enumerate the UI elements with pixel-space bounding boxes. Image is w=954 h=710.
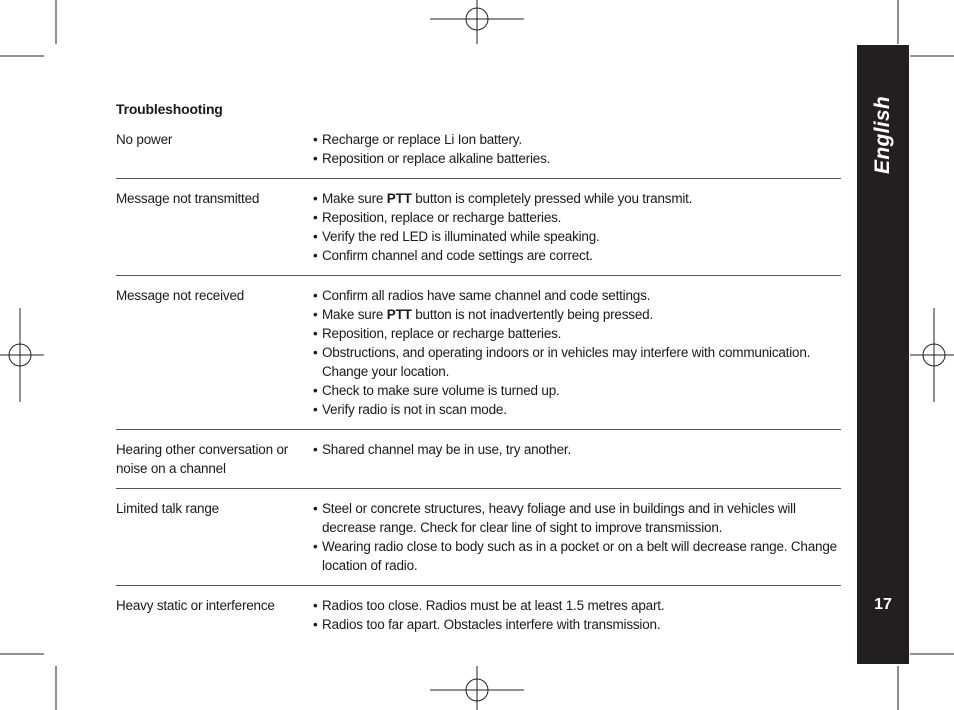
page-number: 17 — [874, 596, 892, 613]
problem-label: No power — [116, 132, 173, 147]
remedy-text: Obstructions, and operating indoors or in vehicles may interfere with communication. Change your location. — [322, 345, 811, 379]
remedy-item — [313, 189, 841, 208]
remedy-text-continued: button is completely pressed while you transmit. — [411, 191, 693, 206]
problem-label: Hearing other conversation or noise on a channel — [116, 442, 289, 476]
remedy-list — [313, 499, 841, 575]
table-row — [116, 286, 841, 430]
remedy-item — [313, 400, 841, 419]
remedy-item — [313, 615, 841, 634]
remedy-list — [313, 440, 841, 478]
remedy-list — [313, 130, 841, 168]
language-tab-label-wrap — [857, 45, 909, 225]
remedy-list — [313, 189, 841, 265]
table-row — [116, 440, 841, 489]
remedy-text: Make sure — [322, 307, 387, 322]
table-row — [116, 189, 841, 276]
remedy-text: Verify radio is not in scan mode. — [322, 402, 507, 417]
remedy-item — [313, 130, 841, 149]
remedy-text: Reposition or replace alkaline batteries. — [322, 151, 551, 166]
remedy-item — [313, 149, 841, 168]
problem-label: Heavy static or interference — [116, 598, 275, 613]
remedy-item — [313, 208, 841, 227]
remedy-bold-term: PTT — [386, 191, 412, 206]
problem-label: Message not received — [116, 288, 245, 303]
remedy-text: Make sure — [322, 191, 387, 206]
remedy-item — [313, 227, 841, 246]
remedy-text: Verify the red LED is illuminated while speaking. — [322, 229, 600, 244]
remedy-text: Check to make sure volume is turned up. — [322, 383, 560, 398]
remedy-text-continued: button is not inadvertently being pressed. — [411, 307, 653, 322]
language-label: English — [871, 96, 895, 174]
remedy-list — [313, 596, 841, 634]
remedy-text: Recharge or replace Li Ion battery. — [322, 132, 522, 147]
troubleshooting-table — [116, 130, 841, 654]
remedy-item — [313, 286, 841, 305]
remedy-bold-term: PTT — [386, 307, 412, 322]
remedy-text: Wearing radio close to body such as in a pocket or on a belt will decrease range. Change location of radio. — [322, 539, 837, 573]
remedy-text: Confirm all radios have same channel and code settings. — [322, 288, 651, 303]
registration-mark-right — [910, 308, 954, 402]
remedy-list — [313, 286, 841, 419]
remedy-text: Reposition, replace or recharge batteries. — [322, 210, 562, 225]
remedy-text: Radios too far apart. Obstacles interfere with transmission. — [322, 617, 661, 632]
registration-mark-bottom — [430, 666, 524, 710]
section-heading: Troubleshooting — [116, 101, 223, 117]
registration-mark-left — [0, 308, 44, 402]
remedy-item — [313, 440, 841, 459]
problem-label: Message not transmitted — [116, 191, 260, 206]
remedy-item — [313, 537, 841, 575]
table-row — [116, 130, 841, 179]
remedy-text: Shared channel may be in use, try another. — [322, 442, 572, 457]
remedy-item — [313, 324, 841, 343]
registration-mark-top — [430, 0, 524, 44]
remedy-text: Reposition, replace or recharge batteries. — [322, 326, 562, 341]
remedy-item — [313, 596, 841, 615]
table-row — [116, 499, 841, 586]
table-row — [116, 596, 841, 644]
remedy-text: Radios too close. Radios must be at least 1.5 metres apart. — [322, 598, 665, 613]
remedy-item — [313, 499, 841, 537]
remedy-item — [313, 343, 841, 381]
remedy-item — [313, 381, 841, 400]
problem-label: Limited talk range — [116, 501, 219, 516]
remedy-item — [313, 246, 841, 265]
remedy-text: Steel or concrete structures, heavy foliage and use in buildings and in vehicles will decrease range. Check for clear line of sight to improve transmission. — [322, 501, 796, 535]
remedy-item — [313, 305, 841, 324]
remedy-text: Confirm channel and code settings are correct. — [322, 248, 593, 263]
